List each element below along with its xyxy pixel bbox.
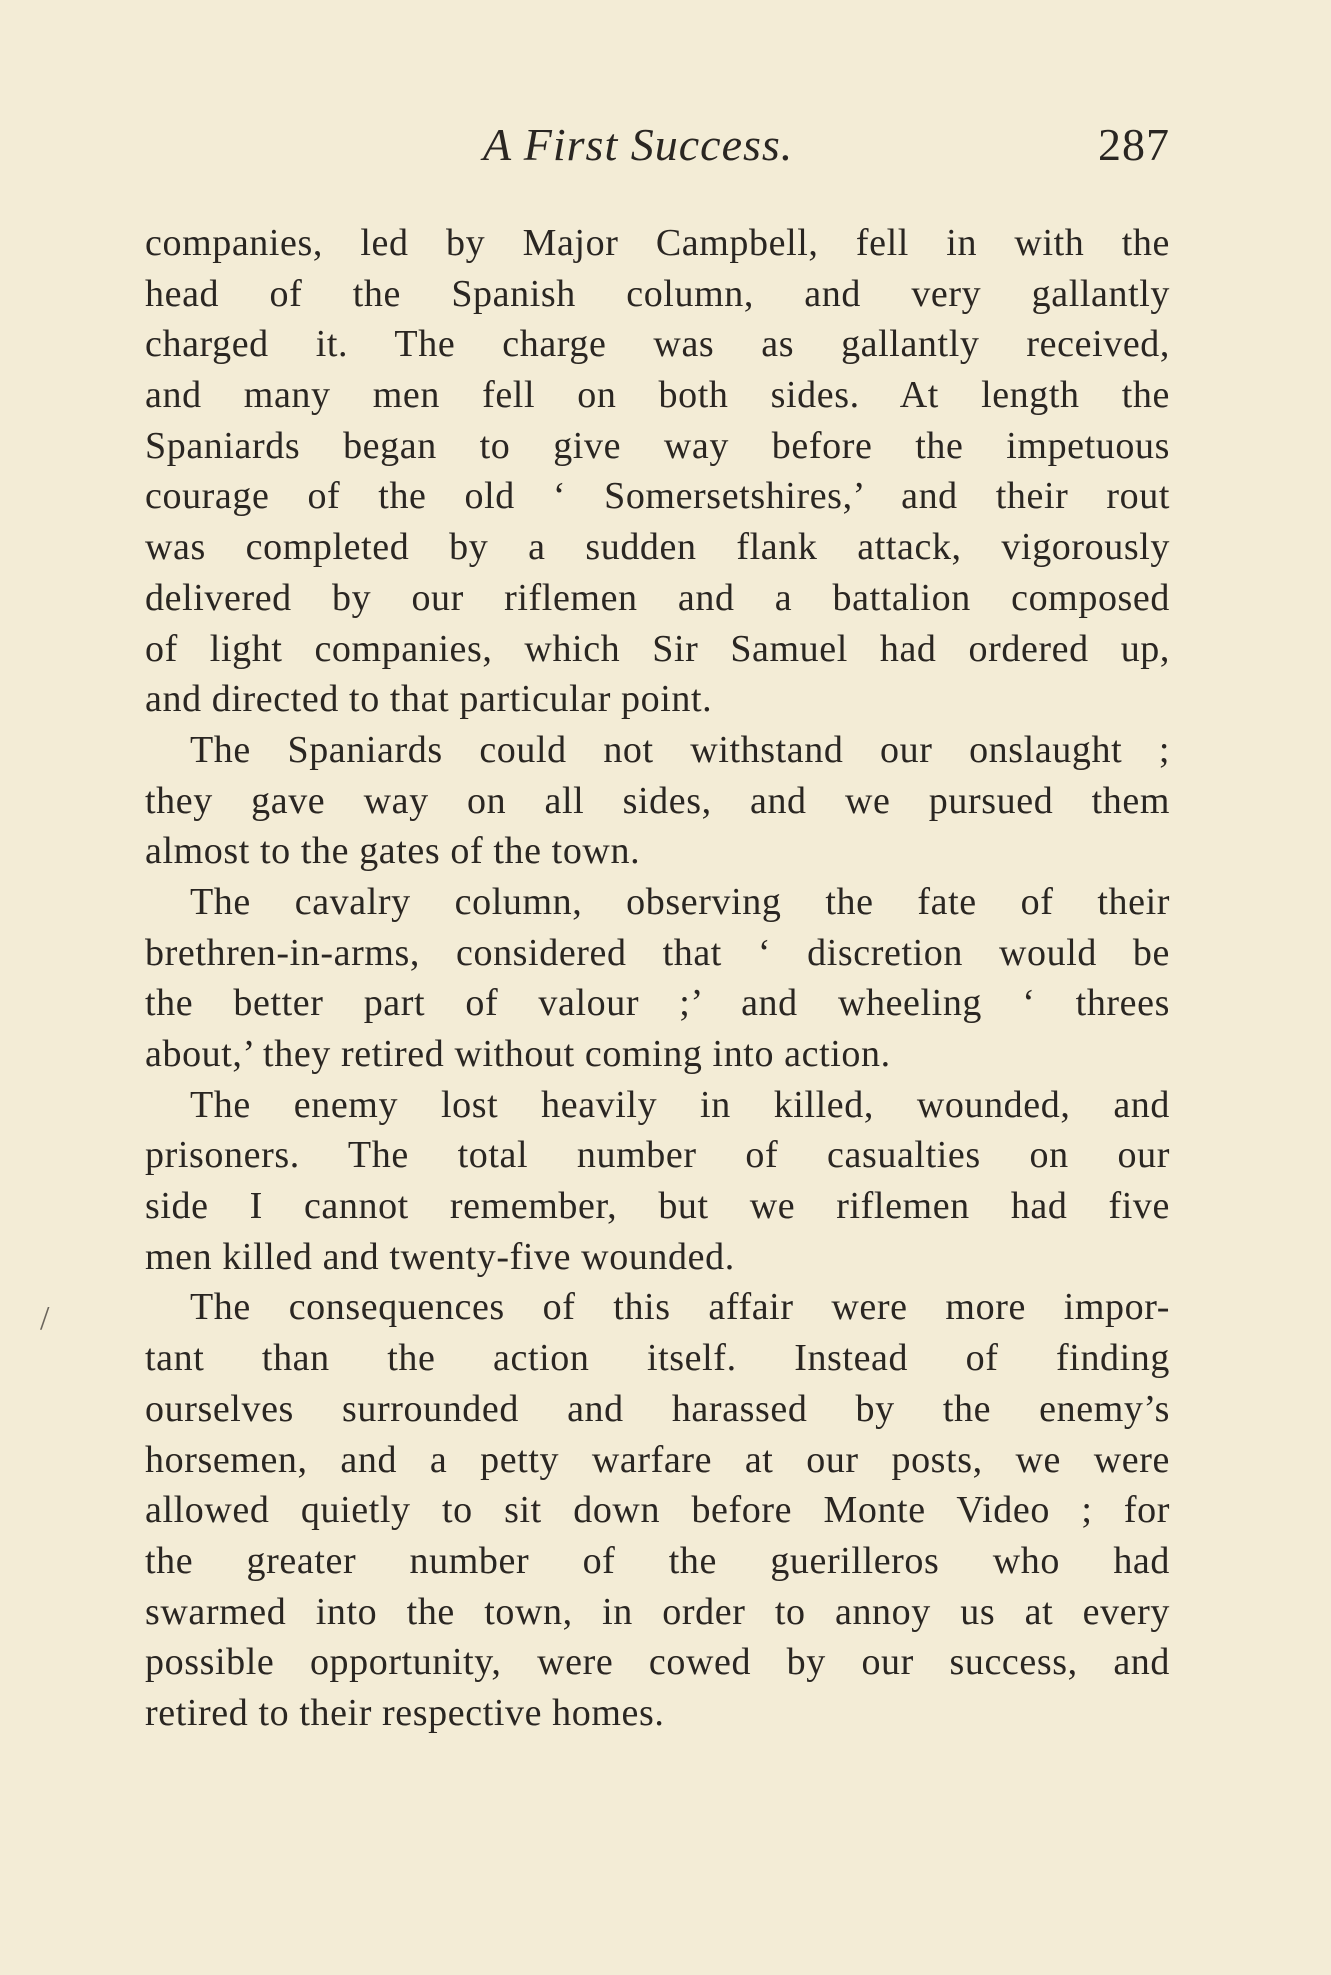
text-line: was completed by a sudden flank attack, vigorously: [145, 526, 1170, 569]
text-line: ourselves surrounded and harassed by the enemy’s: [145, 1387, 1170, 1430]
text-line: of light companies, which Sir Samuel had ordered up,: [145, 627, 1170, 670]
text-line: head of the Spanish column, and very gallantly: [145, 272, 1170, 315]
text-line: side I cannot remember, but we riflemen had five: [145, 1185, 1170, 1228]
text-line: courage of the old ‘ Somersetshires,’ and their rout: [145, 475, 1170, 518]
text-line: The enemy lost heavily in killed, wounded, and: [190, 1083, 1170, 1126]
text-line: companies, led by Major Campbell, fell in with the: [145, 222, 1170, 264]
text-line: and many men fell on both sides. At length the: [145, 374, 1170, 417]
text-line: tant than the action itself. Instead of finding: [145, 1337, 1170, 1380]
text-line: about,’ they retired without coming into action.: [145, 1033, 891, 1075]
text-line: horsemen, and a petty warfare at our posts, we were: [145, 1438, 1170, 1481]
text-line: men killed and twenty-five wounded.: [145, 1235, 735, 1278]
text-line: the greater number of the guerilleros who had: [145, 1539, 1170, 1582]
text-line: prisoners. The total number of casualties on our: [145, 1134, 1170, 1177]
margin-pencil-mark: /: [40, 1300, 50, 1337]
running-head: [145, 118, 1170, 178]
text-line: and directed to that particular point.: [145, 678, 713, 721]
text-line: swarmed into the town, in order to annoy us at every: [145, 1590, 1170, 1633]
text-line: allowed quietly to sit down before Monte Video ; for: [145, 1489, 1170, 1532]
text-line: delivered by our riflemen and a battalion composed: [145, 576, 1170, 619]
text-line: retired to their respective homes.: [145, 1691, 665, 1734]
text-line: almost to the gates of the town.: [145, 830, 641, 873]
text-line: The Spaniards could not withstand our onslaught ;: [190, 728, 1170, 771]
text-line: they gave way on all sides, and we pursued them: [145, 779, 1170, 822]
text-line: The consequences of this affair were more impor-: [190, 1286, 1170, 1329]
body-text: [145, 218, 1170, 1739]
text-line: Spaniards began to give way before the impetuous: [145, 424, 1170, 467]
text-line: brethren-in-arms, considered that ‘ discretion would be: [145, 931, 1170, 974]
page-number: 287: [1098, 119, 1170, 170]
text-line: charged it. The charge was as gallantly received,: [145, 323, 1170, 366]
text-line: possible opportunity, were cowed by our success, and: [145, 1641, 1170, 1684]
text-line: the better part of valour ;’ and wheeling ‘ threes: [145, 982, 1170, 1025]
text-line: The cavalry column, observing the fate of their: [190, 880, 1170, 923]
running-title: A First Success.: [483, 119, 794, 170]
